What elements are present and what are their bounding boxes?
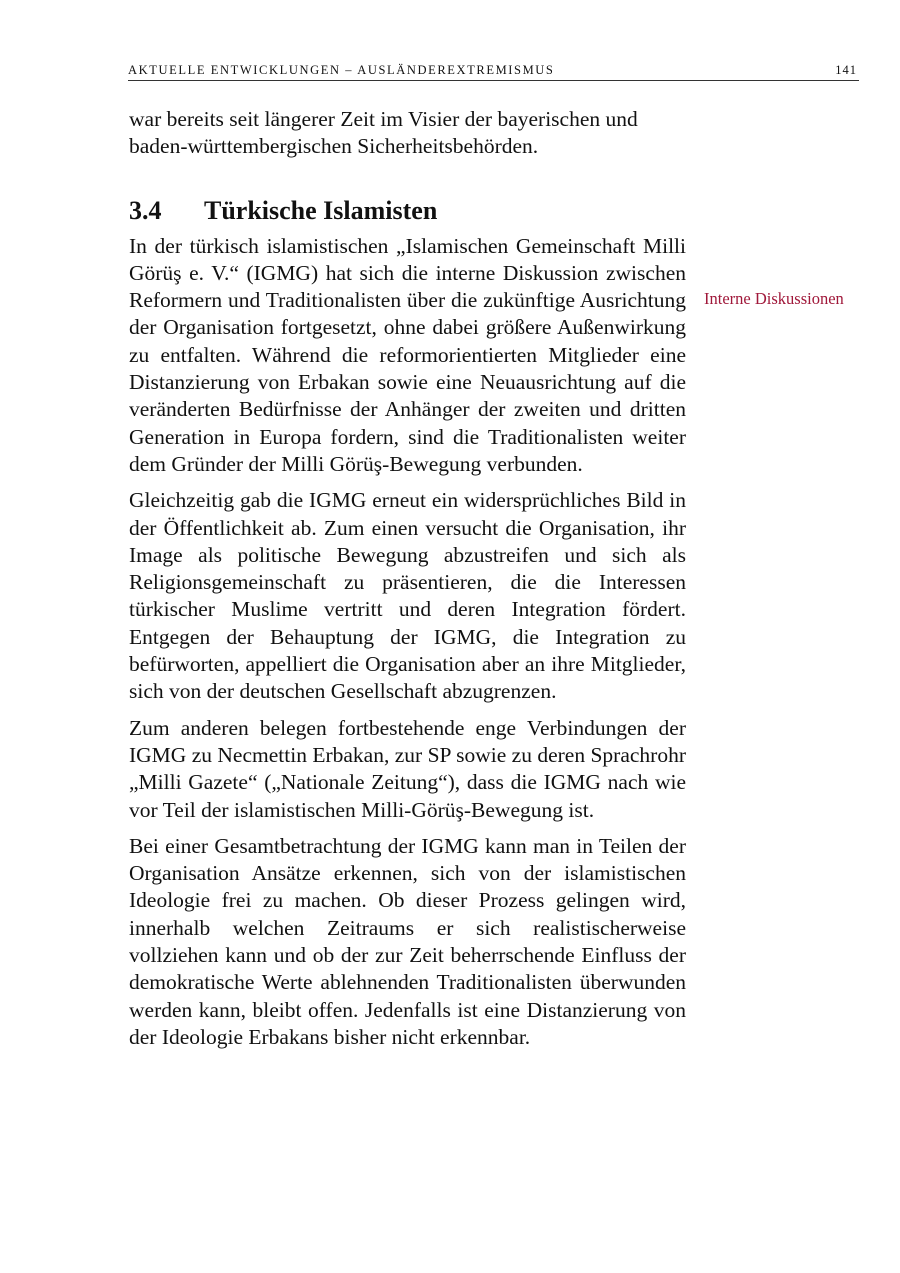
- running-header: [128, 62, 859, 81]
- section-title: Türkische Islamisten: [204, 195, 438, 225]
- body-paragraph-2: Gleichzeitig gab die IGMG erneut ein widersprüchliches Bild in der Öffentlichkeit ab. Zum einen versucht die Organisation, ihr Image als politische Bewegung abzustreifen und sich als Religionsgemeinschaft zu präsentieren, die die Interessen türkischer Muslime vertritt und deren Integration fördert. Entgegen der Behauptung der IGMG, die Integration zu befürworten, appelliert die Organisation aber an ihre Mitglieder, sich von der deutschen Gesellschaft abzugrenzen.: [129, 488, 686, 704]
- intro-paragraph: war bereits seit längerer Zeit im Visier der bayerischen und baden-württembergischen Sicherheitsbehörden.: [129, 107, 638, 159]
- page-number: 141: [835, 63, 857, 77]
- section-heading: [129, 195, 686, 227]
- body-paragraph-4: Bei einer Gesamtbetrachtung der IGMG kann man in Teilen der Organisation Ansätze erkennen, sich von der islamistischen Ideologie frei zu machen. Ob dieser Prozess gelingen wird, innerhalb welchen Zeitraums er sich realistischerweise vollziehen kann und ob der zur Zeit beherrschende Einfluss der demokratische Werte ablehnenden Traditionalisten überwunden werden kann, bleibt offen. Jedenfalls ist eine Distanzierung von der Ideologie Erbakans bisher nicht erkennbar.: [129, 833, 686, 1049]
- main-text-column: [129, 106, 686, 1051]
- section-number: 3.4: [129, 195, 162, 225]
- body-paragraph-3: Zum anderen belegen fortbestehende enge Verbindungen der IGMG zu Necmettin Erbakan, zur SP sowie zu deren Sprachrohr „Milli Gazete“ („Nationale Zeitung“), dass die IGMG nach wie vor Teil der islamistischen Milli-Görüş-Bewegung ist.: [129, 715, 686, 822]
- body-paragraph-1: In der türkisch islamistischen „Islamischen Gemeinschaft Milli Görüş e. V.“ (IGMG) hat sich die interne Diskussion zwischen Reformern und Traditionalisten über die zukünftige Ausrichtung der Organisation fortgesetzt, ohne dabei größere Außenwirkung zu entfalten. Während die reformorientierten Mitglieder eine Distanzierung von Erbakan sowie eine Neuausrichtung auf die veränderten Bedürfnisse der Anhänger der zweiten und dritten Generation in Europa fordern, sind die Traditionalisten weiter dem Gründer der Milli Görüş-Bewegung verbunden.: [129, 233, 686, 476]
- margin-note: Interne Diskussionen: [704, 289, 844, 308]
- running-title: AKTUELLE ENTWICKLUNGEN – AUSLÄNDEREXTREMISMUS: [128, 63, 555, 77]
